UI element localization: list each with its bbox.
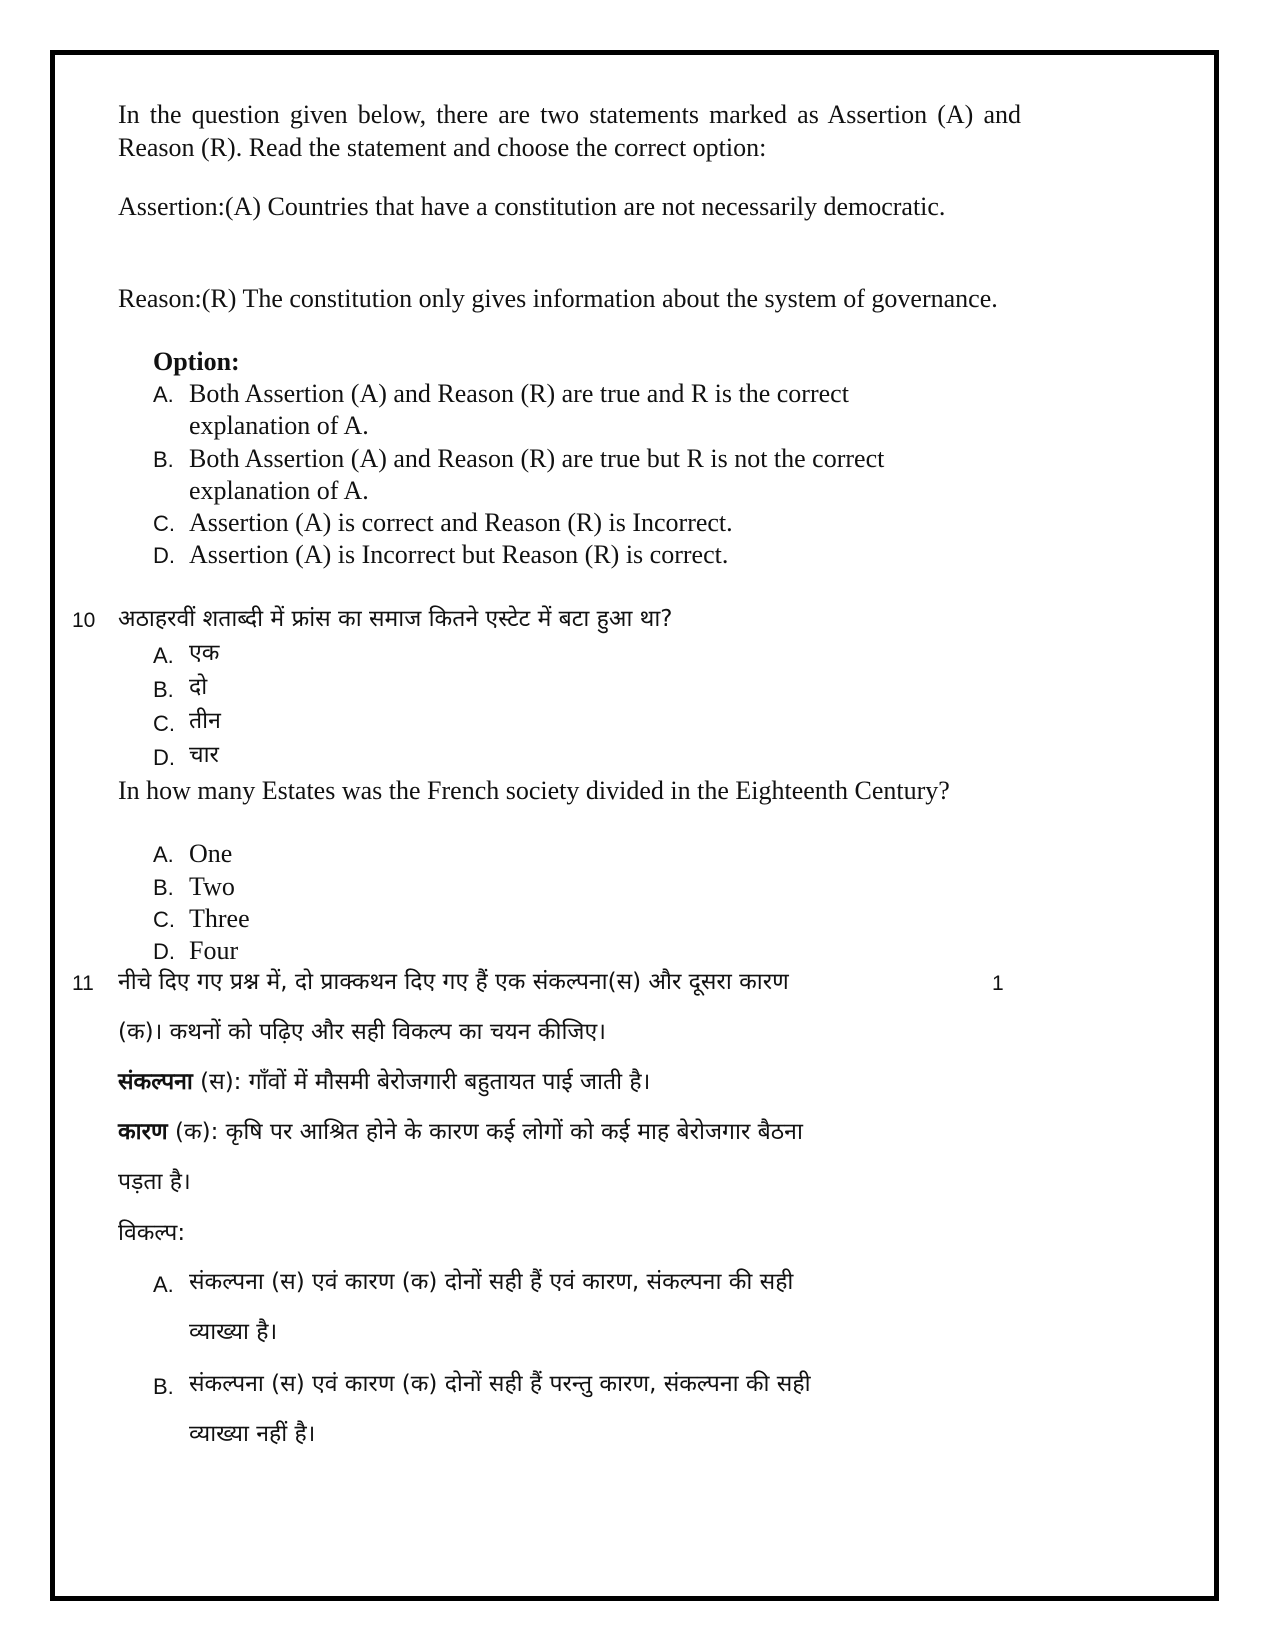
q9-option-d: Assertion (A) is Incorrect but Reason (R) is correct. [189, 540, 729, 569]
q11-reason-text: (क): कृषि पर आश्रित होने के कारण कई लोगों को कई माह बेरोजगार बैठना [167, 1119, 803, 1145]
q11-option-letter: B. [153, 1374, 174, 1399]
q10-hindi-option-d: चार [189, 742, 219, 768]
q9-option-letter: C. [153, 511, 175, 536]
q10-english-option-letter: C. [153, 907, 175, 932]
q9-option-letter: B. [153, 447, 174, 472]
q10-english-option-letter: A. [153, 842, 174, 867]
q9-option-heading: Option: [153, 347, 240, 376]
q11-option-a-line1: संकल्पना (स) एवं कारण (क) दोनों सही हैं एवं कारण, संकल्पना की सही [189, 1269, 794, 1295]
q9-option-a-line1: Both Assertion (A) and Reason (R) are true and R is the correct [189, 379, 849, 408]
q10-english-option-a: One [189, 839, 233, 868]
q11-reason-label: कारण [118, 1119, 168, 1145]
q10-hindi-option-letter: B. [153, 677, 174, 702]
q11-option-b-line1: संकल्पना (स) एवं कारण (क) दोनों सही हैं परन्तु कारण, संकल्पना की सही [189, 1371, 811, 1397]
q9-reason-label: Reason:(R) [118, 284, 237, 313]
q11-reason-line2: पड़ता है। [118, 1169, 191, 1195]
q11-option-b-line2: व्याख्या नहीं है। [189, 1421, 316, 1447]
q9-option-letter: D. [153, 543, 175, 568]
q10-hindi-option-letter: C. [153, 711, 175, 736]
q10-hindi-option-letter: D. [153, 745, 175, 770]
q10-question-hindi: अठाहरवीं शताब्दी में फ्रांस का समाज कितने एस्टेट में बटा हुआ था? [118, 606, 673, 632]
q9-option-b-line1: Both Assertion (A) and Reason (R) are true but R is not the correct [189, 444, 885, 473]
q9-option-c: Assertion (A) is correct and Reason (R) is Incorrect. [189, 508, 733, 537]
q10-hindi-option-a: एक [189, 640, 220, 666]
q9-option-letter: A. [153, 382, 174, 407]
q9-assertion-text: Countries that have a constitution are not necessarily democratic. [267, 192, 946, 221]
q11-question-line2: (क)। कथनों को पढ़िए और सही विकल्प का चयन कीजिए। [118, 1019, 606, 1045]
q10-english-option-b: Two [189, 872, 235, 901]
q11-options-heading: विकल्प: [118, 1220, 186, 1246]
q11-assertion [118, 1067, 650, 1097]
q9-assertion-label: Assertion:(A) [118, 192, 261, 221]
q11-option-a-line2: व्याख्या है। [189, 1319, 278, 1345]
q11-question-line1: नीचे दिए गए प्रश्न में, दो प्राक्कथन दिए गए हैं एक संकल्पना(स) और दूसरा कारण [118, 969, 789, 995]
q9-reason-text: The constitution only gives information about the system of governance. [242, 284, 998, 313]
q10-english-option-letter: B. [153, 875, 174, 900]
q10-hindi-option-b: दो [189, 674, 208, 700]
q10-number: 10 [72, 609, 96, 632]
q11-assertion-text: (स): गाँवों में मौसमी बेरोजगारी बहुतायत पाई जाती है। [192, 1069, 651, 1095]
q10-english-option-d: Four [189, 936, 239, 965]
q11-reason [118, 1117, 803, 1147]
q10-hindi-option-letter: A. [153, 643, 174, 668]
q9-option-b-line2: explanation of A. [189, 476, 369, 505]
q11-number: 11 [72, 972, 94, 995]
q10-hindi-option-c: तीन [189, 708, 221, 734]
q11-marks: 1 [992, 972, 1004, 995]
q9-assertion [118, 190, 1021, 223]
q9-option-a-line2: explanation of A. [189, 411, 369, 440]
q10-english-option-letter: D. [153, 939, 175, 964]
q11-option-letter: A. [153, 1272, 174, 1297]
q10-question-english: In how many Estates was the French society divided in the Eighteenth Century? [118, 776, 950, 805]
q11-assertion-label: संकल्पना [118, 1069, 193, 1095]
q10-english-option-c: Three [189, 904, 250, 933]
q9-reason [118, 282, 1021, 315]
q9-intro: In the question given below, there are two statements marked as Assertion (A) and Reason (R). Read the statement and choose the correct option: [118, 100, 1021, 162]
